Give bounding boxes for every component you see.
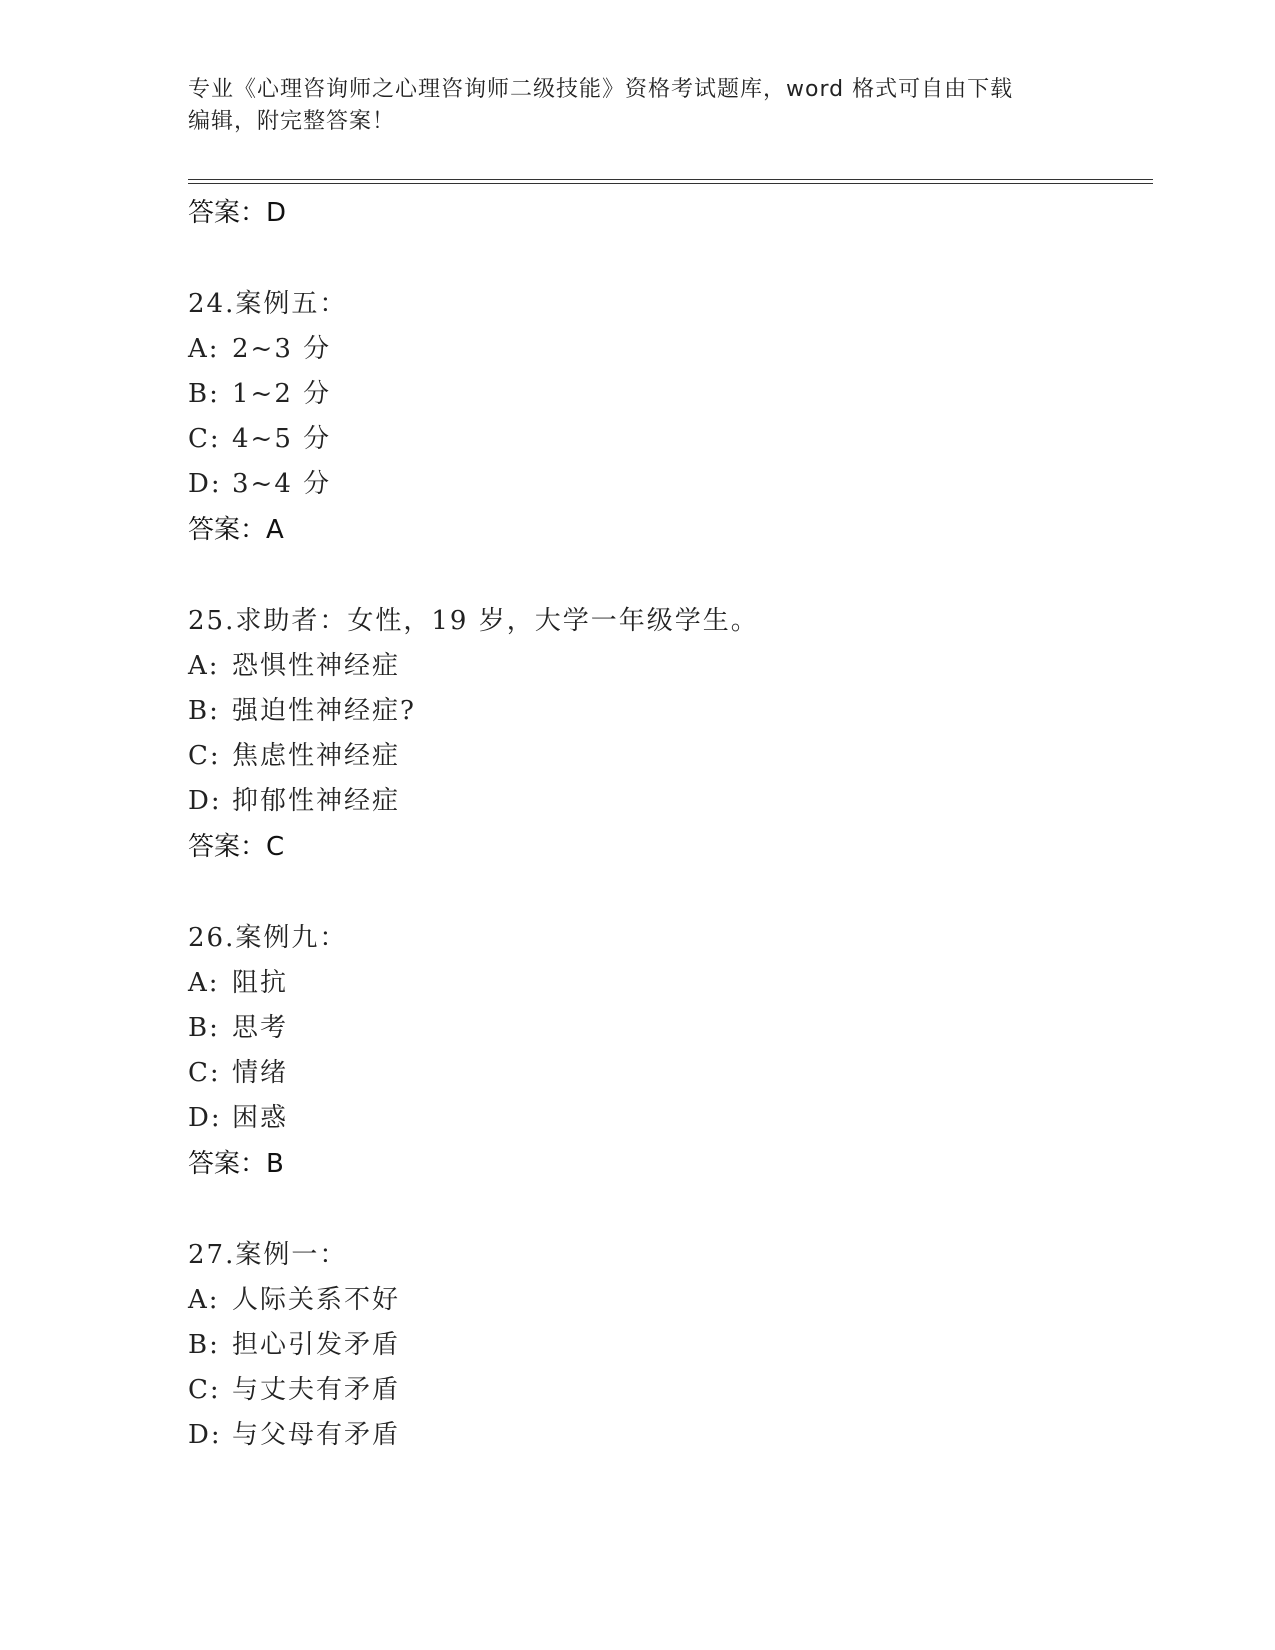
question-item xyxy=(188,599,1153,870)
option-letter: C: xyxy=(188,741,221,771)
option-b xyxy=(188,1006,1153,1051)
answer-line: 答案：B xyxy=(188,1149,284,1179)
option-letter: B: xyxy=(188,379,220,409)
header-line-1: 专业《心理咨询师之心理咨询师二级技能》资格考试题库，word 格式可自由下载 xyxy=(188,77,1014,102)
option-d xyxy=(188,1096,1153,1141)
option-a xyxy=(188,327,1153,372)
option-text: 4~5 分 xyxy=(232,424,332,454)
option-b xyxy=(188,372,1153,417)
option-text: 人际关系不好 xyxy=(232,1285,401,1315)
option-d xyxy=(188,779,1153,824)
answer-line: 答案：A xyxy=(188,515,284,545)
header-divider-top xyxy=(188,179,1153,180)
question-item xyxy=(188,916,1153,1187)
option-text: 抑郁性神经症 xyxy=(232,786,401,816)
option-b xyxy=(188,689,1153,734)
question-item xyxy=(188,1233,1153,1458)
question-title: 24.案例五： xyxy=(188,289,348,319)
answer-line: 答案：C xyxy=(188,832,285,862)
option-letter: A: xyxy=(188,651,220,681)
option-letter: B: xyxy=(188,696,220,726)
option-text: 思考 xyxy=(232,1013,289,1043)
option-text: 与父母有矛盾 xyxy=(232,1420,401,1450)
option-text: 与丈夫有矛盾 xyxy=(232,1375,401,1405)
option-text: 2~3 分 xyxy=(232,334,332,364)
option-b xyxy=(188,1323,1153,1368)
option-letter: C: xyxy=(188,1375,221,1405)
option-letter: C: xyxy=(188,1058,221,1088)
answer-line: 答案：D xyxy=(188,198,287,228)
option-c xyxy=(188,734,1153,779)
option-text: 3~4 分 xyxy=(232,469,332,499)
option-letter: B: xyxy=(188,1330,220,1360)
question-item xyxy=(188,282,1153,553)
header-divider-bottom xyxy=(188,183,1153,184)
question-list xyxy=(188,190,1153,1458)
option-text: 1~2 分 xyxy=(232,379,332,409)
option-letter: A: xyxy=(188,1285,220,1315)
option-a xyxy=(188,1278,1153,1323)
question-title: 25.求助者：女性，19 岁，大学一年级学生。 xyxy=(188,606,759,636)
question-title: 27.案例一： xyxy=(188,1240,348,1270)
option-c xyxy=(188,417,1153,462)
option-letter: B: xyxy=(188,1013,220,1043)
option-text: 强迫性神经症? xyxy=(232,696,416,726)
option-d xyxy=(188,1413,1153,1458)
option-text: 情绪 xyxy=(232,1058,289,1088)
option-a xyxy=(188,961,1153,1006)
option-text: 担心引发矛盾 xyxy=(232,1330,401,1360)
option-text: 焦虑性神经症 xyxy=(232,741,401,771)
option-c xyxy=(188,1368,1153,1413)
option-letter: A: xyxy=(188,968,220,998)
header-line-2: 编辑，附完整答案！ xyxy=(188,109,396,134)
option-letter: D: xyxy=(188,1103,222,1133)
option-c xyxy=(188,1051,1153,1096)
option-text: 阻抗 xyxy=(232,968,289,998)
option-letter: C: xyxy=(188,424,221,454)
option-a xyxy=(188,644,1153,689)
option-d xyxy=(188,462,1153,507)
option-text: 困惑 xyxy=(232,1103,289,1133)
question-title: 26.案例九： xyxy=(188,923,348,953)
option-letter: D: xyxy=(188,1420,222,1450)
document-header xyxy=(188,74,1068,138)
option-letter: A: xyxy=(188,334,220,364)
option-letter: D: xyxy=(188,786,222,816)
option-letter: D: xyxy=(188,469,222,499)
option-text: 恐惧性神经症 xyxy=(232,651,401,681)
